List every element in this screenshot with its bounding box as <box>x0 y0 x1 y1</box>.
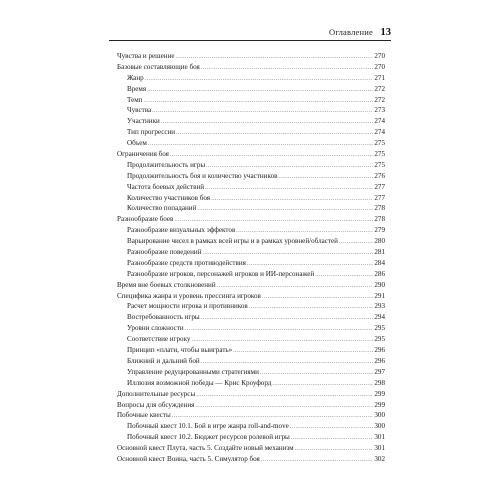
toc-entry-title: Разнообразие игроков, персонажей игроков и ИИ-персонажей <box>127 269 315 278</box>
toc-dot-leader <box>196 390 373 400</box>
toc-entry-page: 275 <box>374 160 385 169</box>
toc-entry-page: 291 <box>374 291 385 300</box>
toc-dot-leader <box>262 292 373 302</box>
toc-entry-page: 271 <box>374 73 385 82</box>
toc-dot-leader <box>295 444 374 454</box>
toc-entry-title: Побочный квест 10.1. Бой в игре жанра roll-and-move <box>127 422 289 431</box>
toc-entry[interactable] <box>117 116 385 127</box>
toc-entry-page: 299 <box>374 389 385 398</box>
toc-dot-leader <box>278 172 373 182</box>
toc-entry-page: 286 <box>374 269 385 278</box>
toc-entry[interactable] <box>117 62 385 73</box>
toc-entry[interactable] <box>117 160 385 171</box>
running-header-title: Оглавление <box>329 27 373 37</box>
toc-entry-title: Специфика жанра и уровень прессинга игроков <box>117 291 261 300</box>
toc-entry-title: Время вне боевых столкновений <box>117 280 216 289</box>
toc-dot-leader <box>247 259 373 269</box>
toc-entry-page: 301 <box>374 433 385 442</box>
toc-entry[interactable] <box>117 171 385 182</box>
toc-entry-title: Ограничения боя <box>117 150 169 159</box>
table-of-contents <box>117 51 385 465</box>
toc-entry-page: 270 <box>374 62 385 71</box>
toc-dot-leader <box>191 335 373 345</box>
toc-entry-title: Дополнительные ресурсы <box>117 389 196 398</box>
toc-entry[interactable] <box>117 400 385 411</box>
toc-entry-page: 302 <box>374 454 385 463</box>
toc-dot-leader <box>176 128 373 138</box>
toc-entry-page: 272 <box>374 84 385 93</box>
toc-entry[interactable] <box>117 247 385 258</box>
toc-entry[interactable] <box>117 323 385 334</box>
toc-entry-title: Побочный квест 10.2. Бюджет ресурсов ролевой игры <box>127 433 290 442</box>
toc-entry-title: Жанр <box>127 73 144 82</box>
toc-dot-leader <box>217 281 374 291</box>
toc-entry[interactable] <box>117 312 385 323</box>
toc-entry[interactable] <box>117 378 385 389</box>
toc-entry-page: 277 <box>374 182 385 191</box>
toc-dot-leader <box>211 194 373 204</box>
toc-entry[interactable] <box>117 432 385 443</box>
toc-entry-page: 296 <box>374 356 385 365</box>
toc-entry-page: 290 <box>374 280 385 289</box>
toc-entry[interactable] <box>117 193 385 204</box>
toc-entry-title: Продолжительность боя и количество участников <box>127 171 278 180</box>
toc-entry-page: 298 <box>374 378 385 387</box>
toc-entry-page: 278 <box>374 204 385 213</box>
toc-dot-leader <box>170 150 373 160</box>
toc-dot-leader <box>152 106 373 116</box>
toc-entry[interactable] <box>117 105 385 116</box>
toc-entry[interactable] <box>117 95 385 106</box>
toc-entry-page: 270 <box>374 52 385 60</box>
toc-dot-leader <box>195 401 373 411</box>
toc-entry[interactable] <box>117 258 385 269</box>
toc-entry-title: Побочные квесты <box>117 411 171 420</box>
toc-entry[interactable] <box>117 291 385 302</box>
toc-entry-page: 272 <box>374 95 385 104</box>
toc-entry-page: 300 <box>374 422 385 431</box>
toc-entry-title: Темп <box>127 95 143 104</box>
toc-entry[interactable] <box>117 443 385 454</box>
toc-entry-title: Базовые составляющие боя <box>117 62 200 71</box>
toc-dot-leader <box>205 183 373 193</box>
running-header <box>109 20 391 41</box>
toc-dot-leader <box>176 52 374 62</box>
toc-entry-page: 300 <box>374 411 385 420</box>
toc-entry[interactable] <box>117 389 385 400</box>
toc-entry-title: Продолжительность игры <box>127 160 206 169</box>
toc-dot-leader <box>148 139 373 149</box>
toc-dot-leader <box>290 422 374 432</box>
toc-entry-page: 296 <box>374 346 385 355</box>
toc-dot-leader <box>249 302 374 312</box>
toc-entry-title: Чувства <box>127 106 152 115</box>
toc-entry-title: Расчет мощности игрока и противников <box>127 302 248 311</box>
toc-entry-page: 277 <box>374 193 385 202</box>
toc-dot-leader <box>291 433 374 443</box>
toc-dot-leader <box>260 368 373 378</box>
toc-entry-page: 295 <box>374 324 385 333</box>
toc-dot-leader <box>206 161 373 171</box>
toc-entry-title: Разнообразие средств противодействия <box>127 258 246 267</box>
toc-entry[interactable] <box>117 356 385 367</box>
toc-entry-page: 275 <box>374 150 385 159</box>
toc-entry-page: 280 <box>374 237 385 246</box>
toc-entry[interactable] <box>117 214 385 225</box>
toc-entry-page: 294 <box>374 313 385 322</box>
toc-entry[interactable] <box>117 236 385 247</box>
toc-entry[interactable] <box>117 138 385 149</box>
page-number: 13 <box>380 27 391 38</box>
toc-entry[interactable] <box>117 280 385 291</box>
toc-entry-title: Соответствие игроку <box>127 335 191 344</box>
toc-entry-title: Основной квест Плута, часть 5. Создайте новый механизм <box>117 444 294 453</box>
toc-entry-page: 278 <box>374 215 385 224</box>
toc-entry-title: Частота боевых действий <box>127 182 205 191</box>
toc-entry[interactable] <box>117 421 385 432</box>
toc-entry-title: Количество участников боя <box>127 193 211 202</box>
toc-dot-leader <box>174 215 373 225</box>
toc-entry-title: Разнообразие поведений <box>127 248 202 257</box>
toc-entry[interactable] <box>117 334 385 345</box>
toc-dot-leader <box>315 270 373 280</box>
toc-entry-page: 276 <box>374 171 385 180</box>
toc-entry[interactable] <box>117 203 385 214</box>
toc-entry-title: Вопросы для обсуждения <box>117 400 195 409</box>
toc-entry-title: Варьирование чисел в рамках всей игры и в рамках уровней/областей <box>127 237 338 246</box>
toc-dot-leader <box>147 85 373 95</box>
toc-entry[interactable] <box>117 367 385 378</box>
toc-entry[interactable] <box>117 149 385 160</box>
toc-entry-title: Количество попаданий <box>127 204 197 213</box>
toc-entry[interactable] <box>117 182 385 193</box>
toc-entry-page: 301 <box>374 444 385 453</box>
toc-entry[interactable] <box>117 84 385 95</box>
toc-dot-leader <box>172 411 374 421</box>
toc-dot-leader <box>161 117 374 127</box>
toc-entry[interactable] <box>117 225 385 236</box>
toc-entry-page: 273 <box>374 106 385 115</box>
toc-entry-title: Чувства и решение <box>117 52 175 60</box>
toc-entry[interactable] <box>117 127 385 138</box>
toc-entry[interactable] <box>117 454 385 465</box>
toc-entry-page: 293 <box>374 302 385 311</box>
toc-dot-leader <box>145 74 374 84</box>
toc-dot-leader <box>144 96 374 106</box>
toc-entry-title: Разнообразие боев <box>117 215 174 224</box>
toc-dot-leader <box>185 324 374 334</box>
toc-entry-title: Принцип «плати, чтобы выиграть» <box>127 346 233 355</box>
toc-dot-leader <box>201 63 374 73</box>
toc-entry-page: 274 <box>374 117 385 126</box>
toc-entry-page: 295 <box>374 335 385 344</box>
toc-entry[interactable] <box>117 410 385 421</box>
toc-entry-title: Участники <box>127 117 160 126</box>
toc-entry-title: Разнообразие визуальных эффектов <box>127 226 236 235</box>
toc-entry[interactable] <box>117 301 385 312</box>
toc-dot-leader <box>201 357 374 367</box>
toc-dot-leader <box>201 313 374 323</box>
toc-entry[interactable] <box>117 345 385 356</box>
toc-entry-title: Время <box>127 84 147 93</box>
toc-entry[interactable] <box>117 51 385 62</box>
toc-entry-title: Уровни сложности <box>127 324 184 333</box>
toc-entry[interactable] <box>117 73 385 84</box>
toc-entry-page: 281 <box>374 248 385 257</box>
toc-dot-leader <box>197 204 373 214</box>
toc-entry-title: Ближний и дальний бой <box>127 356 200 365</box>
toc-dot-leader <box>202 248 373 258</box>
toc-entry-page: 275 <box>374 139 385 148</box>
toc-dot-leader <box>261 455 374 465</box>
toc-entry-title: Объем <box>127 139 147 148</box>
toc-entry-title: Тип прогрессии <box>127 128 176 137</box>
toc-entry-title: Иллюзия возможной победы — Крис Кроуфорд <box>127 378 272 387</box>
toc-entry-title: Основной квест Воина, часть 5. Симулятор боя <box>117 454 260 463</box>
toc-entry-page: 274 <box>374 128 385 137</box>
toc-dot-leader <box>233 346 373 356</box>
toc-entry-title: Управление редуцированными стратегиями <box>127 367 259 376</box>
toc-dot-leader <box>272 379 373 389</box>
toc-dot-leader <box>339 237 373 247</box>
toc-entry-page: 299 <box>374 400 385 409</box>
toc-entry[interactable] <box>117 269 385 280</box>
toc-entry-title: Востребованность игры <box>127 313 200 322</box>
toc-entry-page: 297 <box>374 367 385 376</box>
toc-entry-page: 284 <box>374 258 385 267</box>
toc-dot-leader <box>236 226 373 236</box>
toc-entry-page: 279 <box>374 226 385 235</box>
